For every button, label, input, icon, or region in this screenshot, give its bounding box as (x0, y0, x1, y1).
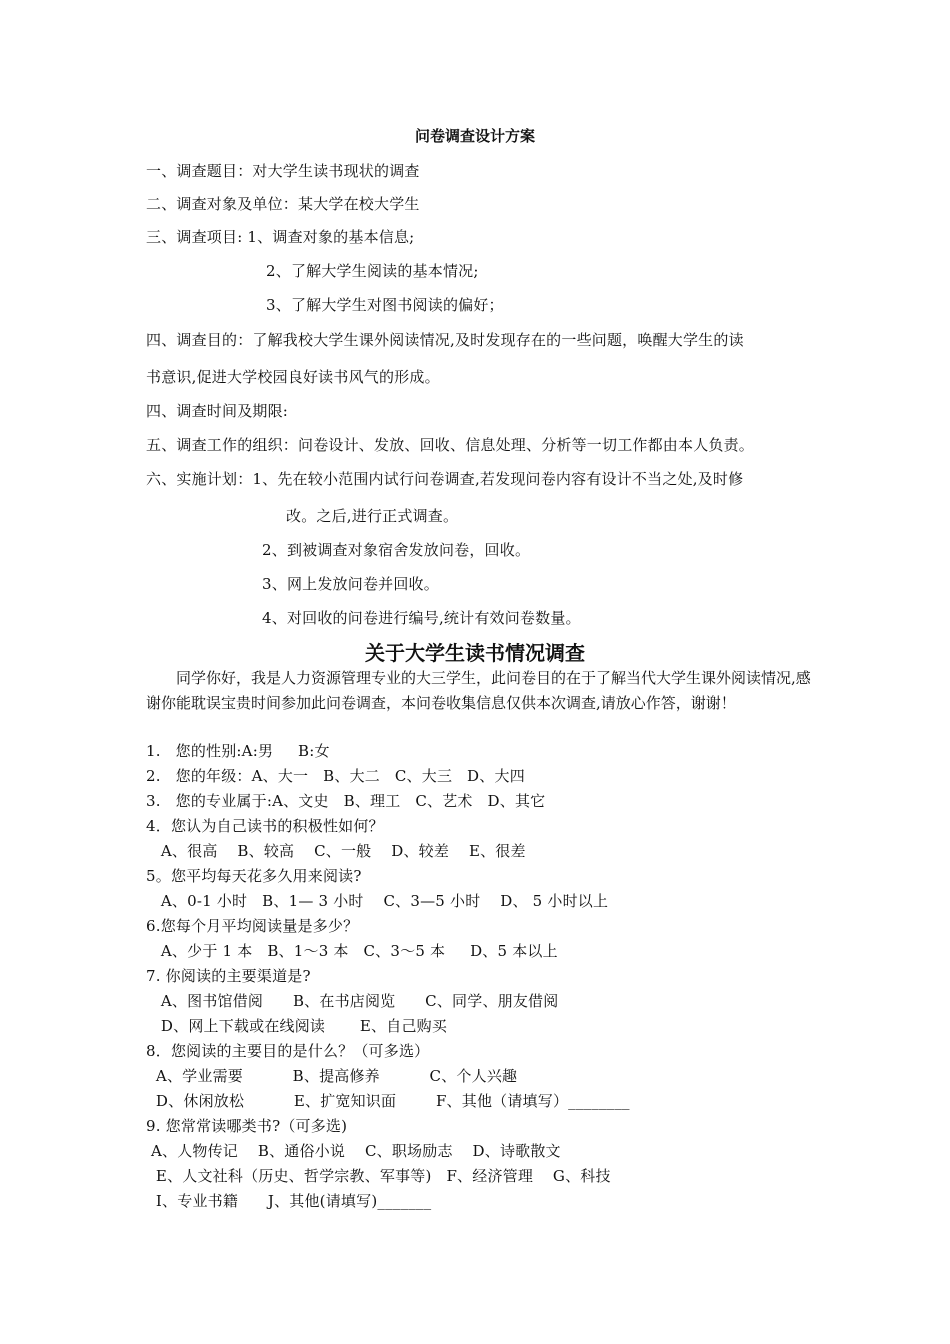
question-9-options-2: E、人文社科（历史、哲学宗教、军事等) F、经济管理 G、科技 (146, 1167, 611, 1185)
plan-line-items: 三、调查项目: 1、调查对象的基本信息; (146, 228, 415, 246)
question-1: 1. 您的性别:A:男 B:女 (146, 742, 330, 760)
plan-line-topic: 一、调查题目：对大学生读书现状的调查 (146, 162, 420, 180)
question-6-options: A、少于 1 本 B、1～3 本 C、3～5 本 D、5 本以上 (146, 942, 558, 960)
question-8-options-1: A、学业需要 B、提高修养 C、个人兴趣 (146, 1067, 518, 1085)
plan-line-step3: 3、网上发放问卷并回收。 (262, 575, 439, 593)
question-8-options-2: D、休闲放松 E、扩宽知识面 F、其他（请填写）________ (146, 1092, 630, 1110)
question-5: 5。您平均每天花多久用来阅读? (146, 867, 362, 885)
plan-line-purpose-cont: 书意识,促进大学校园良好读书风气的形成。 (146, 368, 440, 386)
question-7: 7. 你阅读的主要渠道是? (146, 967, 311, 985)
question-8: 8．您阅读的主要目的是什么？（可多选） (146, 1042, 430, 1060)
question-6: 6.您每个月平均阅读量是多少？ (146, 917, 359, 935)
plan-line-step2: 2、到被调查对象宿舍发放问卷，回收。 (262, 541, 531, 559)
question-9: 9. 您常常读哪类书?（可多选) (146, 1117, 348, 1135)
question-7-options-2: D、网上下载或在线阅读 E、自己购买 (146, 1017, 448, 1035)
plan-line-step4: 4、对回收的问卷进行编号,统计有效问卷数量。 (262, 609, 581, 627)
plan-line-organization: 五、调查工作的组织：问卷设计、发放、回收、信息处理、分析等一切工作都由本人负责。 (146, 436, 755, 454)
plan-line-period: 四、调查时间及期限: (146, 402, 289, 420)
plan-line-target: 二、调查对象及单位：某大学在校大学生 (146, 195, 420, 213)
question-9-options-1: A、人物传记 B、通俗小说 C、职场励志 D、诗歌散文 (146, 1142, 561, 1160)
plan-title: 问卷调查设计方案 (414, 127, 535, 145)
question-4: 4．您认为自己读书的积极性如何？ (146, 817, 384, 835)
question-5-options: A、0-1 小时 B、1— 3 小时 C、3—5 小时 D、 5 小时以上 (146, 892, 609, 910)
question-4-options: A、很高 B、较高 C、一般 D、较差 E、很差 (146, 842, 526, 860)
plan-line-purpose: 四、调查目的：了解我校大学生课外阅读情况,及时发现存在的一些问题，唤醒大学生的读 (146, 331, 744, 349)
survey-intro: 同学你好，我是人力资源管理专业的大三学生，此问卷目的在于了解当代大学生课外阅读情况,感谢你能耽误宝贵时间参加此问卷调查，本问卷收集信息仅供本次调查,请放心作答，谢谢！ (146, 669, 811, 712)
plan-line-schedule: 六、实施计划：1、先在较小范围内试行问卷调查,若发现问卷内容有设计不当之处,及时修 (146, 470, 744, 488)
plan-line-item3: 3、了解大学生对图书阅读的偏好； (266, 296, 504, 314)
question-2: 2. 您的年级：A、大一 B、大二 C、大三 D、大四 (146, 767, 525, 785)
survey-title: 关于大学生读书情况调查 (365, 641, 585, 665)
plan-line-schedule-cont: 改。之后,进行正式调查。 (286, 507, 459, 525)
plan-line-item2: 2、了解大学生阅读的基本情况; (266, 262, 479, 280)
question-9-options-3: I、专业书籍 J、其他(请填写)_______ (146, 1192, 432, 1210)
question-7-options-1: A、图书馆借阅 B、在书店阅览 C、同学、朋友借阅 (146, 992, 559, 1010)
question-3: 3. 您的专业属于:A、文史 B、理工 C、艺术 D、其它 (146, 792, 546, 810)
